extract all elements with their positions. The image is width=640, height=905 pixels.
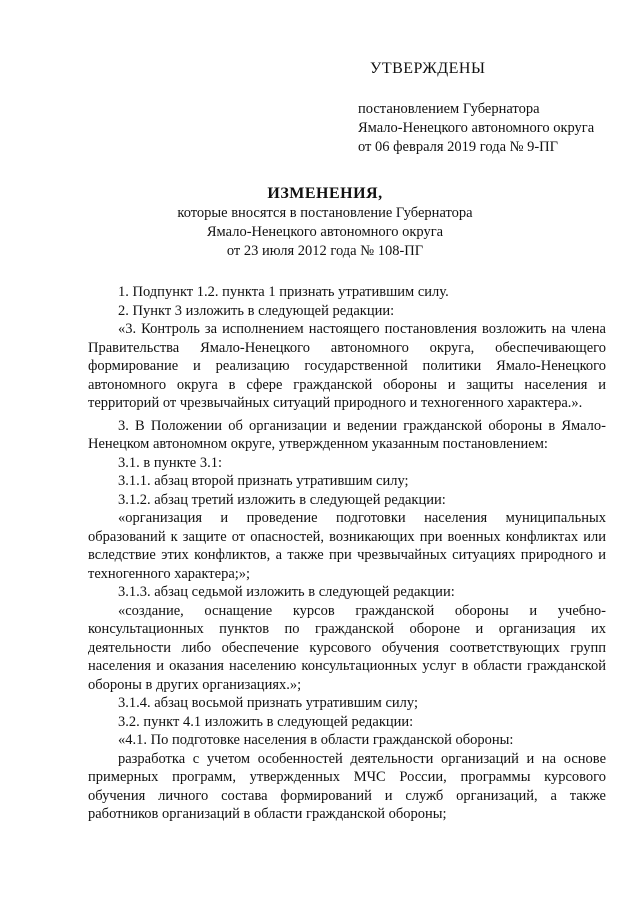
- approval-block: [358, 60, 628, 157]
- paragraph-11: 3.1.4. абзац восьмой признать утратившим силу;: [118, 695, 418, 711]
- document-heading: [150, 185, 500, 261]
- document-body: [88, 283, 606, 824]
- paragraph-6: 3.1.1. абзац второй признать утратившим силу;: [118, 473, 409, 489]
- paragraph-3: «3. Контроль за исполнением настоящего постановления возложить на члена Правительства Ямало-Ненецкого автономного округа, обеспечивающего формирование и реализацию государственной политики Ямало-Ненецкого автономного округа в сфере гражданской обороны и защиты населения и территорий от чрезвычайных ситуаций природного и техногенного характера.».: [88, 321, 606, 411]
- paragraph-2: 2. Пункт 3 изложить в следующей редакции:: [118, 302, 395, 319]
- heading-line: которые вносятся в постановление Губернатора: [177, 205, 473, 221]
- paragraph-13: «4.1. По подготовке населения в области гражданской обороны:: [118, 732, 514, 748]
- paragraph-4: 3. В Положении об организации и ведении гражданской обороны в Ямало-Ненецком автономном округе, утвержденном указанным постановлением:: [88, 417, 606, 452]
- approval-line: постановлением Губернатора: [358, 101, 540, 117]
- paragraph-14: разработка с учетом особенностей деятельности организаций и на основе примерных программ, утвержденных МЧС России, программы курсового обучения личного состава формирований и служб организаций, а также работников организаций в области гражданской обороны;: [88, 750, 606, 822]
- paragraph-7: 3.1.2. абзац третий изложить в следующей редакции:: [118, 491, 446, 508]
- paragraph-5: 3.1. в пункте 3.1:: [118, 454, 223, 471]
- document-title: ИЗМЕНЕНИЯ,: [267, 185, 383, 202]
- paragraph-9: 3.1.3. абзац седьмой изложить в следующей редакции:: [118, 584, 455, 600]
- paragraph-12: 3.2. пункт 4.1 изложить в следующей редакции:: [118, 713, 414, 730]
- heading-line: Ямало-Ненецкого автономного округа: [206, 224, 444, 240]
- paragraph-10: «создание, оснащение курсов гражданской обороны и учебно-консультационных пунктов по гражданской обороне и организация их деятельности либо обеспечение курсового обучения соответствующих групп населения и оказания населению консультационных услуг в области гражданской обороны в других организациях.»;: [88, 602, 606, 693]
- approval-line: от 06 февраля 2019 года № 9-ПГ: [358, 139, 559, 155]
- approval-title: УТВЕРЖДЕНЫ: [370, 60, 486, 77]
- paragraph-8: «организация и проведение подготовки населения муниципальных образований к защите от опасностей, возникающих при военных конфликтах или вследствие этих конфликтов, а также при чрезвычайных ситуациях природного и техногенного характера;»;: [88, 510, 606, 582]
- paragraph-1: 1. Подпункт 1.2. пункта 1 признать утратившим силу.: [118, 284, 449, 300]
- heading-line: от 23 июля 2012 года № 108-ПГ: [226, 243, 424, 259]
- approval-line: Ямало-Ненецкого автономного округа: [358, 120, 595, 136]
